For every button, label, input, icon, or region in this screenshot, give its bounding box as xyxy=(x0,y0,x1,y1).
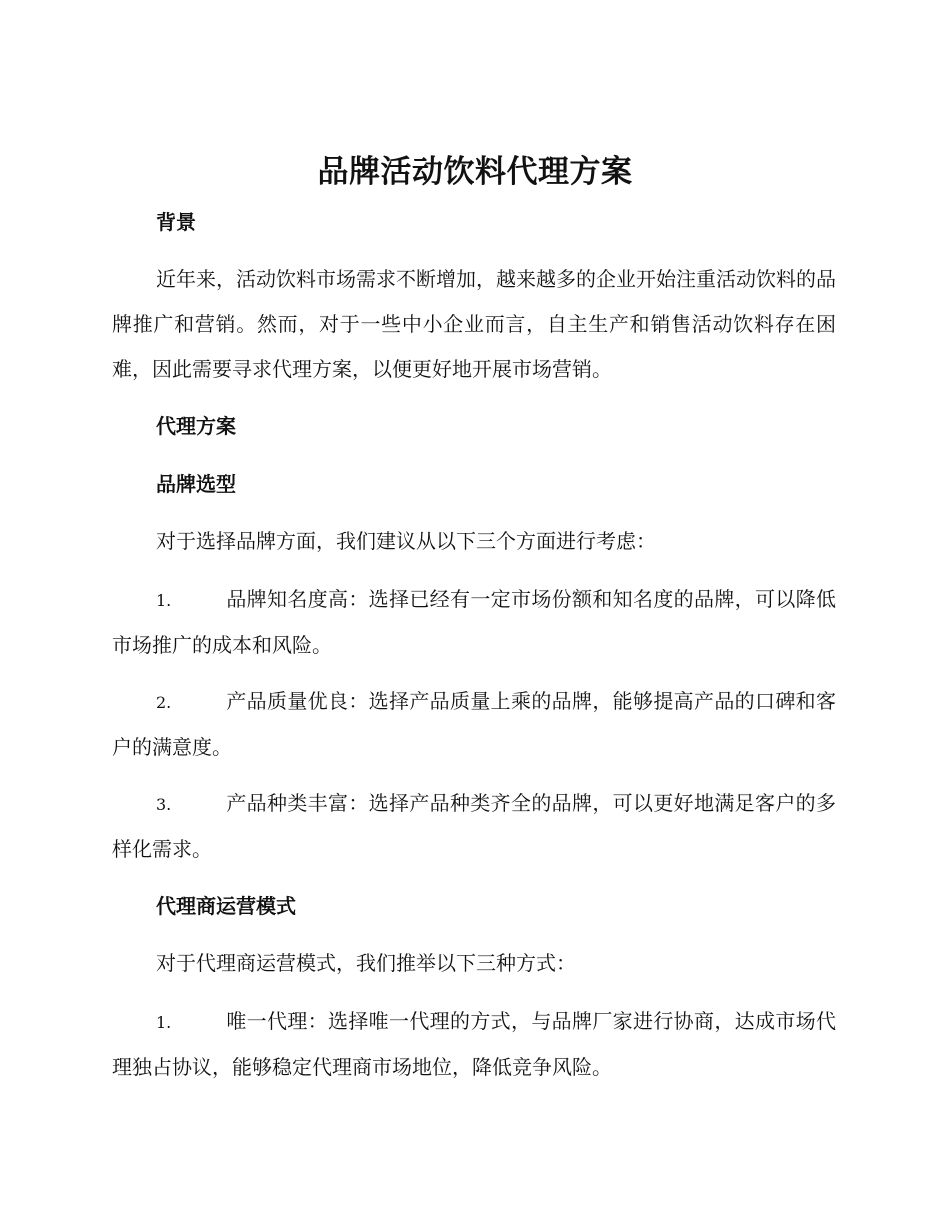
list-item-number: 2. xyxy=(156,693,172,712)
list-item-text: 唯一代理：选择唯一代理的方式，与品牌厂家进行协商，达成市场代理独占协议，能够稳定代理商市场地位，降低竞争风险。 xyxy=(112,1009,836,1079)
operation-model-intro: 对于代理商运营模式，我们推举以下三种方式： xyxy=(156,951,576,975)
section-heading-brand-selection: 品牌选型 xyxy=(156,472,236,496)
section-heading-agency-plan: 代理方案 xyxy=(156,414,236,438)
list-item-number: 1. xyxy=(156,1013,172,1032)
list-item-text: 产品种类丰富：选择产品种类齐全的品牌，可以更好地满足客户的多样化需求。 xyxy=(112,791,836,861)
list-item xyxy=(112,679,836,770)
section-heading-background: 背景 xyxy=(156,210,196,234)
list-item-number: 3. xyxy=(156,795,172,814)
list-item-text: 品牌知名度高：选择已经有一定市场份额和知名度的品牌，可以降低市场推广的成本和风险。 xyxy=(112,587,836,657)
list-item xyxy=(112,999,836,1090)
list-item xyxy=(112,577,836,668)
section-heading-operation-model: 代理商运营模式 xyxy=(156,894,296,918)
brand-selection-intro: 对于选择品牌方面，我们建议从以下三个方面进行考虑： xyxy=(156,529,656,553)
list-item xyxy=(112,781,836,872)
document-title: 品牌活动饮料代理方案 xyxy=(317,154,633,190)
list-item-number: 1. xyxy=(156,591,172,610)
list-item-text: 产品质量优良：选择产品质量上乘的品牌，能够提高产品的口碑和客户的满意度。 xyxy=(112,689,836,759)
background-paragraph: 近年来，活动饮料市场需求不断增加，越来越多的企业开始注重活动饮料的品牌推广和营销。然而，对于一些中小企业而言，自主生产和销售活动饮料存在困难，因此需要寻求代理方案，以便更好地开展市场营销。 xyxy=(112,267,836,381)
